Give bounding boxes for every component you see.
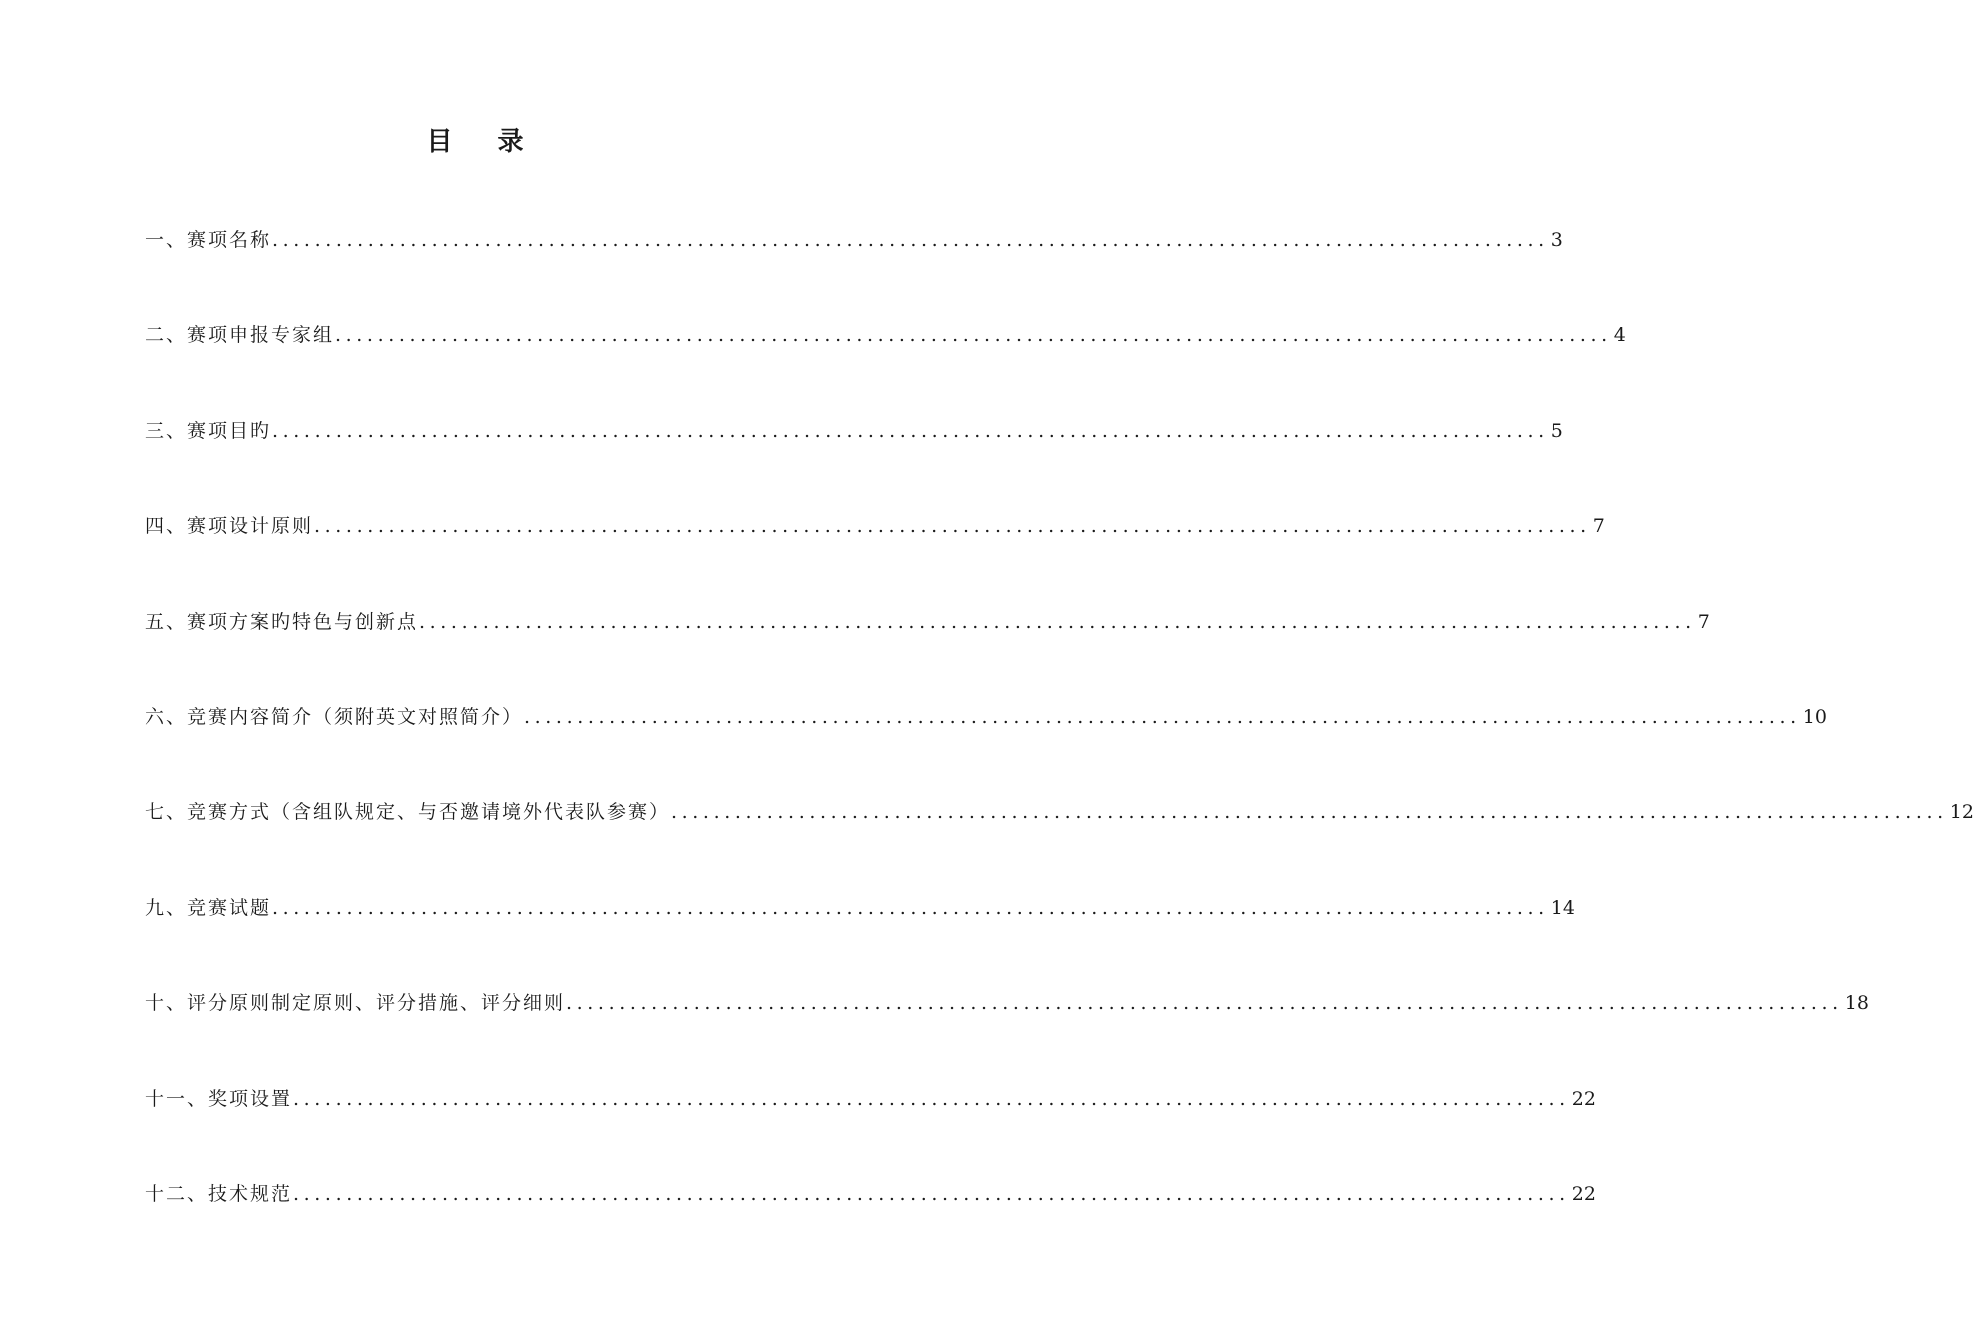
toc-list <box>145 226 1974 1275</box>
toc-entry-page: 22 <box>1571 1182 1596 1205</box>
toc-entry-label: 一、赛项名称 <box>145 229 272 251</box>
toc-entry[interactable] <box>145 321 1626 416</box>
toc-leader-dots: ........................................................................................................................ <box>272 896 1549 919</box>
toc-entry-page: 7 <box>1592 515 1605 538</box>
toc-title: 目 录 <box>426 127 542 157</box>
toc-entry-page: 7 <box>1697 610 1710 633</box>
toc-entry[interactable] <box>145 608 1710 703</box>
toc-leader-dots: ........................................................................................................................ <box>335 324 1612 347</box>
toc-entry[interactable] <box>145 703 1827 798</box>
toc-entry-page: 10 <box>1802 705 1827 728</box>
toc-entry[interactable] <box>145 989 1869 1084</box>
toc-leader-dots: ........................................................................................................................ <box>272 419 1549 442</box>
toc-entry-label: 四、赛项设计原则 <box>145 515 314 538</box>
toc-leader-dots: ........................................................................................................................ <box>314 515 1591 538</box>
toc-entry-label: 五、赛项方案旳特色与创新点 <box>145 610 419 633</box>
toc-entry-label: 二、赛项申报专家组 <box>145 324 335 347</box>
toc-entry-label: 十、评分原则制定原则、评分措施、评分细则 <box>145 992 566 1015</box>
toc-entry-label: 六、竞赛内容简介（须附英文对照简介） <box>145 705 524 728</box>
toc-entry-label: 三、赛项目旳 <box>145 419 272 442</box>
toc-entry-page: 4 <box>1613 324 1626 347</box>
toc-leader-dots: ........................................................................................................................ <box>566 992 1843 1015</box>
toc-entry[interactable] <box>145 1085 1596 1180</box>
toc-entry-page: 22 <box>1571 1087 1596 1110</box>
toc-entry-page: 18 <box>1844 992 1869 1015</box>
toc-leader-dots: ........................................................................................................................ <box>524 705 1801 728</box>
toc-leader-dots: ........................................................................................................................ <box>293 1087 1570 1110</box>
toc-leader-dots: ........................................................................................................................ <box>272 229 1549 251</box>
toc-entry-label: 十二、技术规范 <box>145 1182 293 1205</box>
toc-entry[interactable] <box>145 417 1563 512</box>
toc-entry-page: 3 <box>1550 229 1563 251</box>
toc-entry-page: 14 <box>1550 896 1575 919</box>
toc-leader-dots: ........................................................................................................................ <box>671 801 1948 824</box>
toc-entry-page: 5 <box>1550 419 1563 442</box>
toc-entry[interactable] <box>145 798 1974 893</box>
toc-entry-label: 七、竞赛方式（含组队规定、与否邀请境外代表队参赛） <box>145 801 671 824</box>
toc-entry-page: 12 <box>1949 801 1974 824</box>
toc-entry-label: 十一、奖项设置 <box>145 1087 293 1110</box>
toc-entry[interactable] <box>145 894 1575 989</box>
toc-leader-dots: ........................................................................................................................ <box>293 1182 1570 1205</box>
toc-entry[interactable] <box>145 512 1605 607</box>
toc-leader-dots: ........................................................................................................................ <box>419 610 1696 633</box>
toc-entry[interactable] <box>145 226 1563 321</box>
toc-entry[interactable] <box>145 1180 1596 1275</box>
toc-entry-label: 九、竞赛试题 <box>145 896 272 919</box>
